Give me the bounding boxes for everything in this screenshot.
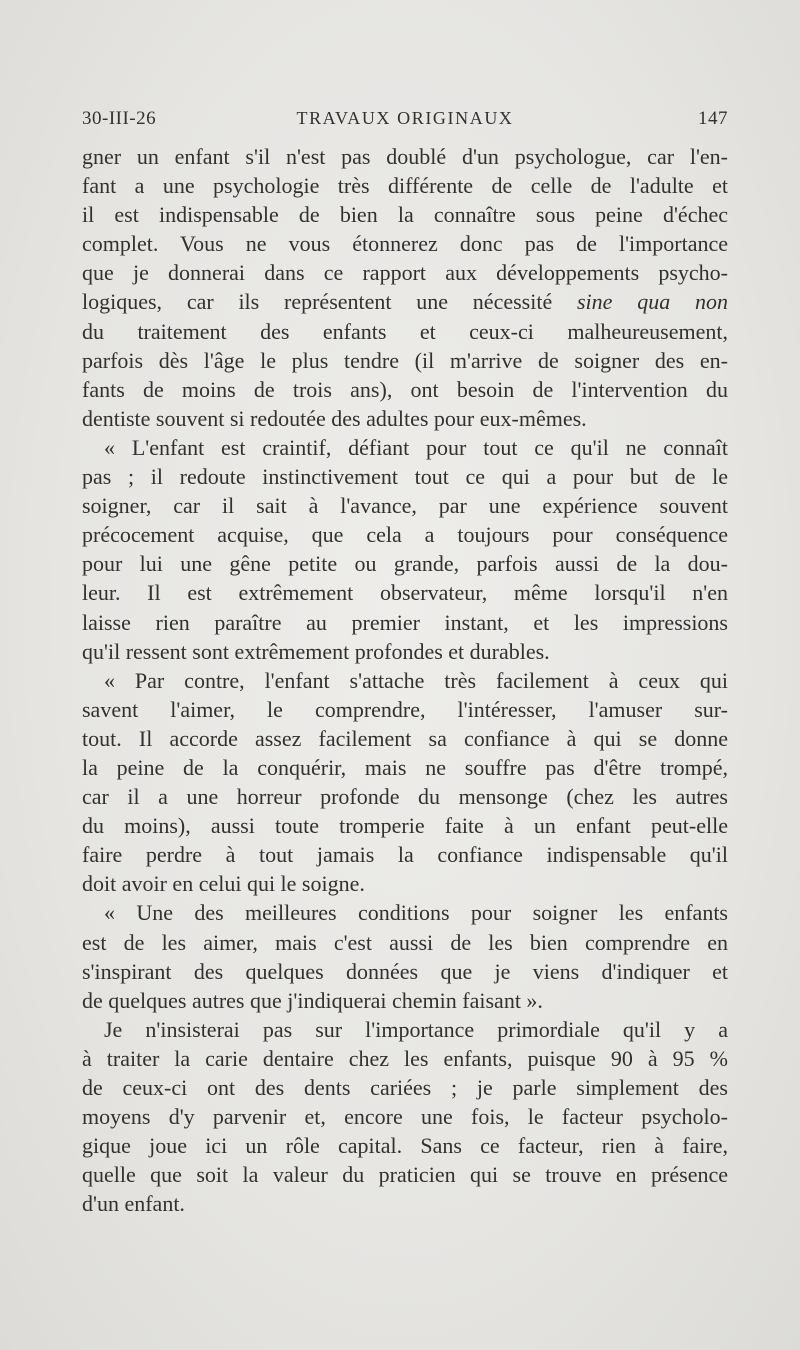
text-line: du moins), aussi toute tromperie faite à un enfant peut-elle: [82, 813, 728, 839]
text-line: soigner, car il sait à l'avance, par une expérience souvent: [82, 493, 728, 519]
text-line: gner un enfant s'il n'est pas doublé d'un psychologue, car l'en-: [82, 144, 728, 169]
text-line: parfois dès l'âge le plus tendre (il m'arrive de soigner des en-: [82, 347, 728, 373]
running-header: [82, 102, 728, 138]
text-line: « Par contre, l'enfant s'attache très facilement à ceux qui: [104, 667, 728, 693]
text-line: « L'enfant est craintif, défiant pour tout ce qu'il ne connaît: [104, 434, 728, 460]
text-line: fants de moins de trois ans), ont besoin de l'intervention du: [82, 376, 728, 402]
text-line: de ceux-ci ont des dents cariées ; je parle simplement des: [82, 1075, 728, 1100]
text-line: précocement acquise, que cela a toujours pour conséquence: [82, 522, 728, 548]
text-line: savent l'aimer, le comprendre, l'intéresser, l'amuser sur-: [82, 696, 728, 722]
text-line: laisse rien paraître au premier instant, et les impressions: [82, 609, 728, 635]
text-line: dentiste souvent si redoutée des adultes pour eux-mêmes.: [82, 405, 587, 431]
text-line: de quelques autres que j'indiquerai chemin faisant ».: [82, 987, 543, 1013]
text-line: s'inspirant des quelques données que je viens d'indiquer et: [82, 958, 728, 984]
text-line: la peine de la conquérir, mais ne souffre pas d'être trompé,: [82, 754, 728, 780]
header-running-title: TRAVAUX ORIGINAUX: [296, 108, 514, 128]
text-line: leur. Il est extrêmement observateur, même lorsqu'il n'en: [82, 580, 728, 606]
text-line: d'un enfant.: [82, 1191, 185, 1217]
text-line: complet. Vous ne vous étonnerez donc pas de l'importance: [82, 231, 728, 257]
body-text: [82, 142, 728, 1218]
text-line: est de les aimer, mais c'est aussi de les bien comprendre en: [82, 929, 728, 955]
text-line: car il a une horreur profonde du mensonge (chez les autres: [82, 784, 728, 810]
text-line: faire perdre à tout jamais la confiance indispensable qu'il: [82, 842, 728, 868]
text-line: doit avoir en celui qui le soigne.: [82, 871, 365, 897]
text-line: pas ; il redoute instinctivement tout ce qui a pour but de le: [82, 464, 728, 490]
text-line: quelle que soit la valeur du praticien qui se trouve en présence: [82, 1162, 728, 1188]
text-line: du traitement des enfants et ceux-ci malheureusement,: [82, 318, 728, 344]
text-line: tout. Il accorde assez facilement sa confiance à qui se donne: [82, 725, 728, 751]
text-line: moyens d'y parvenir et, encore une fois, le facteur psycholo-: [82, 1104, 728, 1130]
text-line: pour lui une gêne petite ou grande, parfois aussi de la dou-: [82, 551, 728, 577]
text-line: gique joue ici un rôle capital. Sans ce facteur, rien à faire,: [82, 1133, 728, 1159]
text-line: il est indispensable de bien la connaître sous peine d'échec: [82, 202, 728, 228]
italic-phrase: sine qua non: [577, 289, 728, 315]
text-line: Je n'insisterai pas sur l'importance primordiale qu'il y a: [104, 1016, 728, 1042]
header-page-number: 147: [698, 108, 728, 129]
text-line: à traiter la carie dentaire chez les enfants, puisque 90 à 95 %: [82, 1045, 728, 1071]
text-line: « Une des meilleures conditions pour soigner les enfants: [104, 900, 728, 926]
text-line-with-italic: [82, 287, 728, 316]
header-date: 30-III-26: [82, 108, 157, 129]
text-fragment: logiques, car ils représentent une nécessité: [82, 289, 553, 315]
text-line: fant a une psychologie très différente de celle de l'adulte et: [82, 173, 728, 199]
text-line: qu'il ressent sont extrêmement profondes et durables.: [82, 638, 550, 664]
text-line: que je donnerai dans ce rapport aux développements psycho-: [82, 260, 728, 286]
